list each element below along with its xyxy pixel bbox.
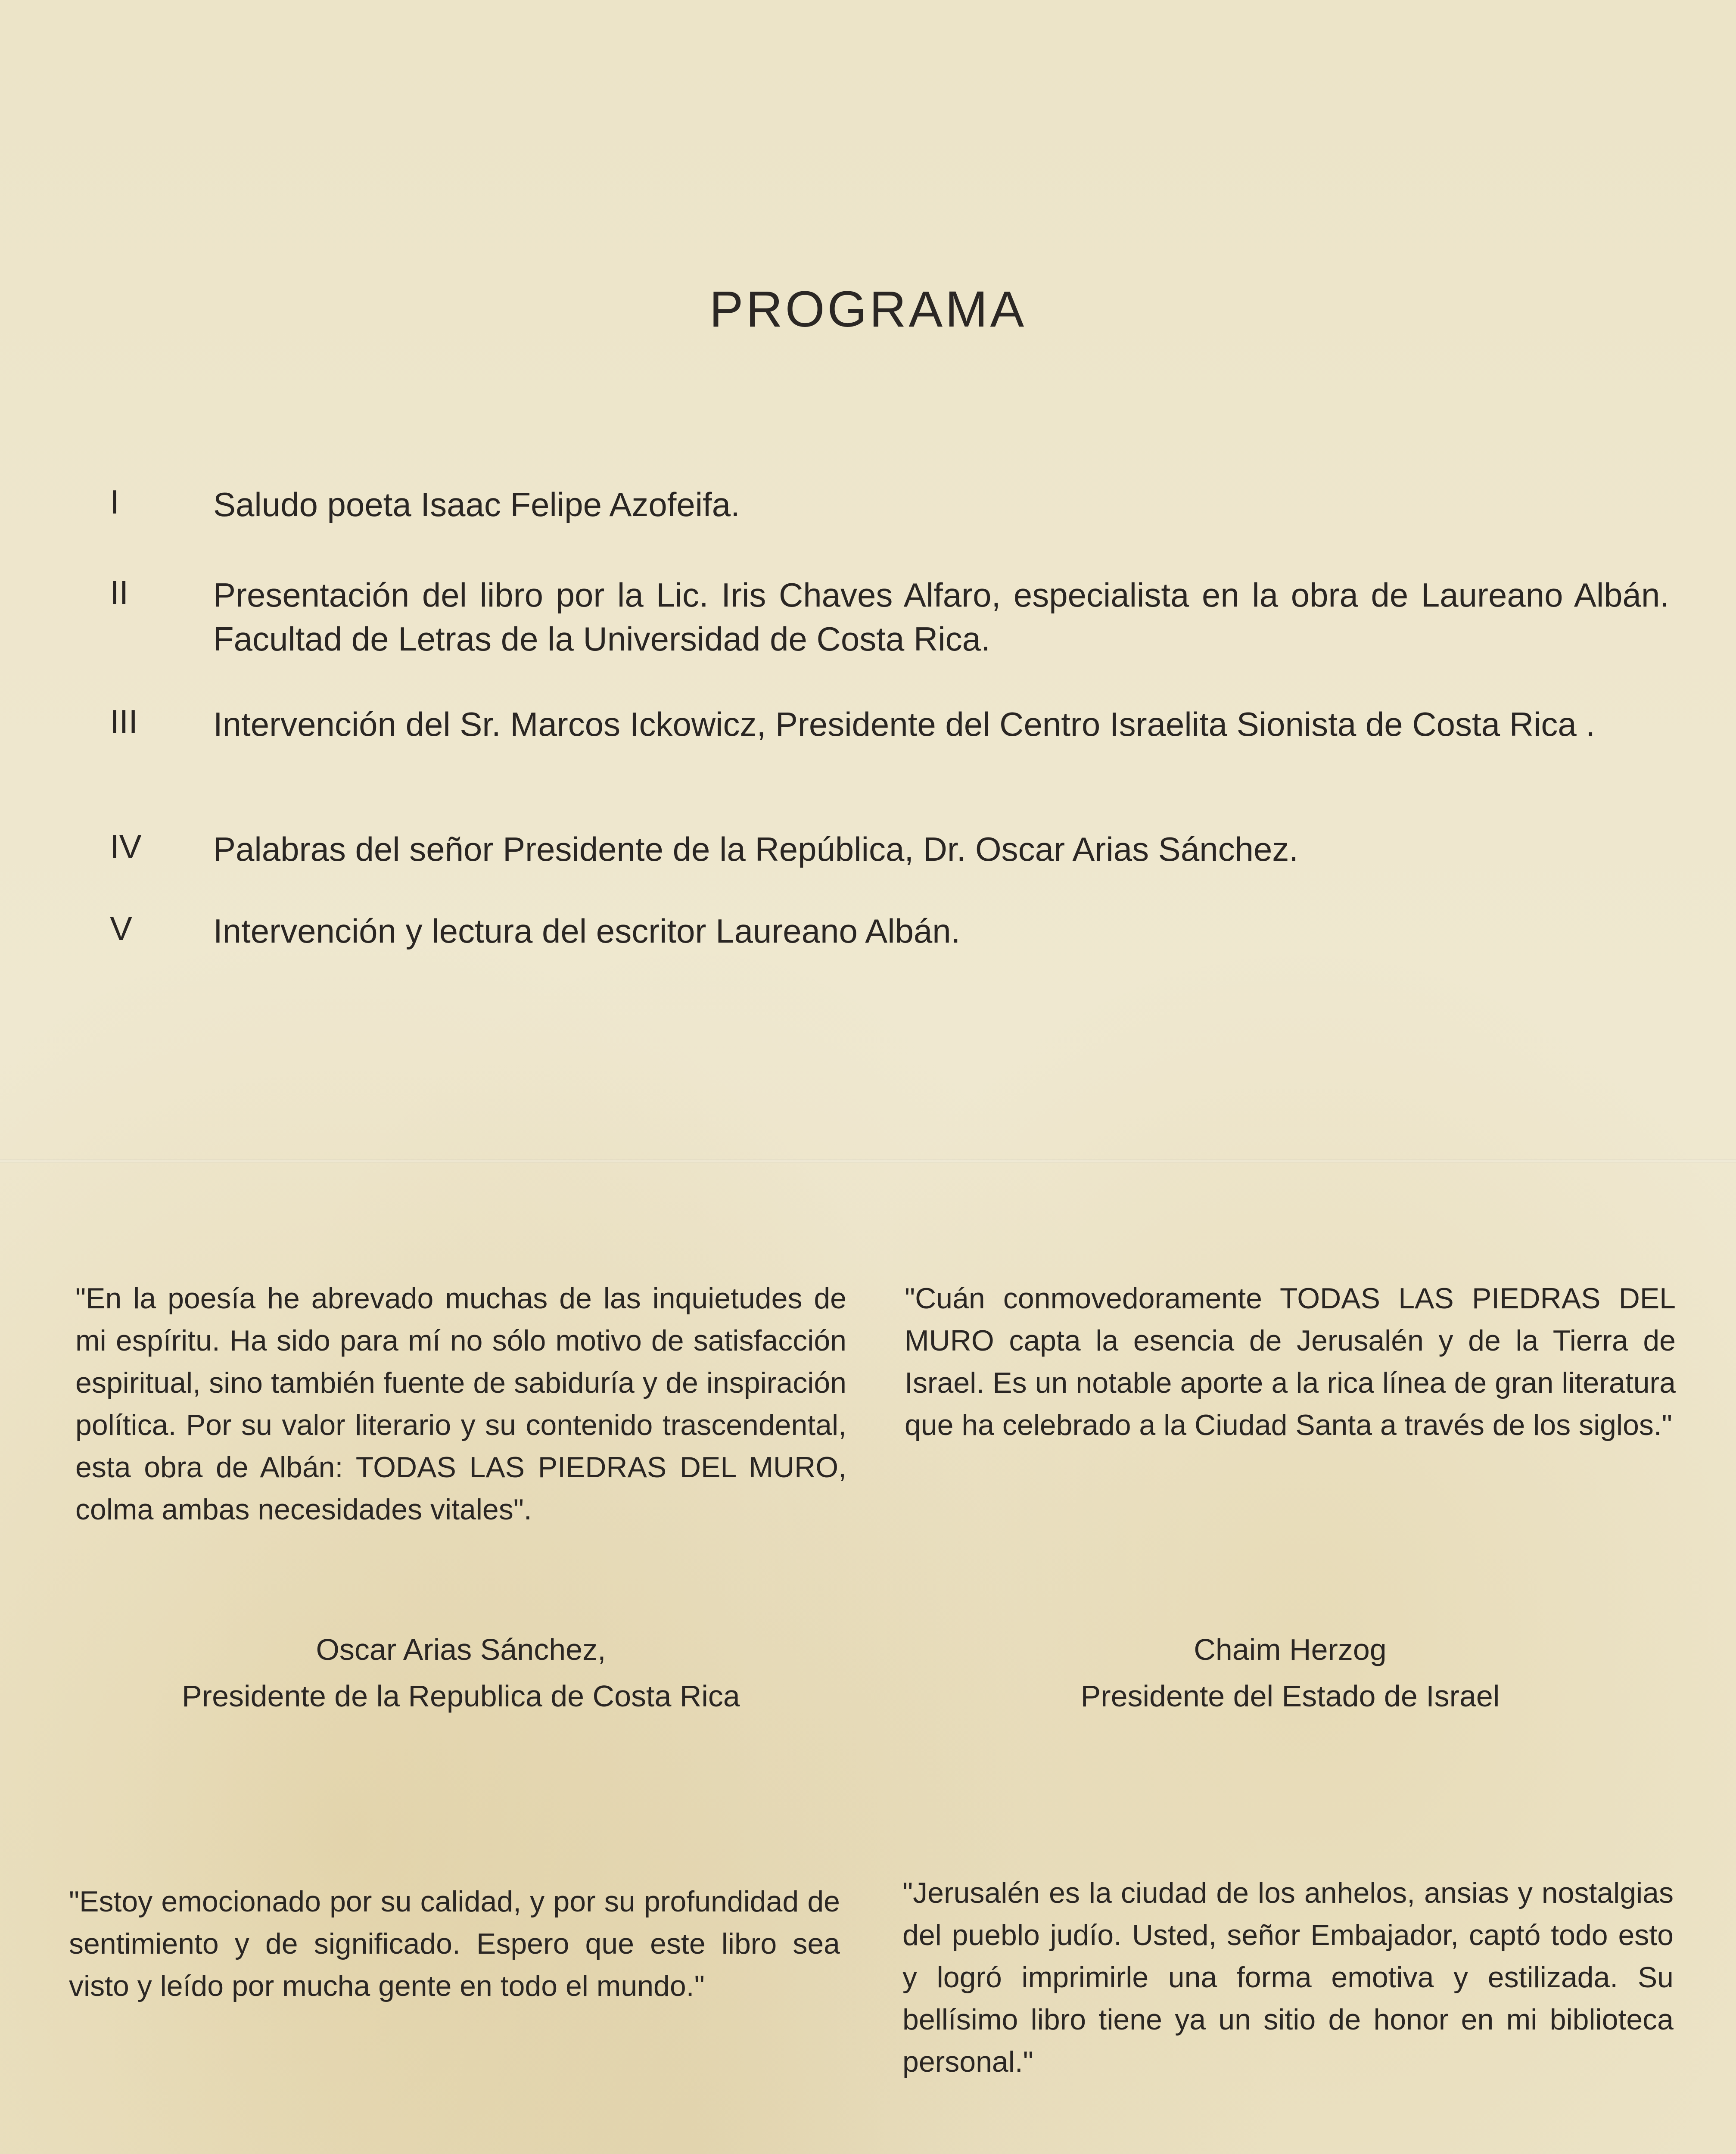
program-item-numeral: II bbox=[110, 573, 129, 611]
quote-shimon-peres bbox=[902, 1872, 1674, 2154]
quote-author-name: Chaim Herzog bbox=[1194, 1633, 1387, 1666]
quote-text: "Estoy emocionado por su calidad, y por su profundidad de sentimiento y de significado. Espero que este libro sea visto y leído por mucha gente en todo el mundo." bbox=[69, 1885, 840, 2002]
program-item-numeral: V bbox=[110, 909, 133, 947]
program-item-text: Intervención y lectura del escritor Laureano Albán. bbox=[213, 912, 961, 950]
page-title: PROGRAMA bbox=[709, 281, 1027, 338]
quote-author-title: Presidente del Estado de Israel bbox=[1080, 1679, 1500, 1713]
quote-text: "Jerusalén es la ciudad de los anhelos, ansias y nostalgias del pueblo judío. Usted, señor Embajador, captó todo esto y logró imprimirle una forma emotiva y estilizada. Su bellísimo libro tiene ya un sitio de honor en mi biblioteca personal." bbox=[902, 1877, 1674, 2078]
quote-attribution bbox=[905, 1626, 1676, 1719]
quote-oscar-arias bbox=[75, 1277, 846, 1713]
program-item-text: Saludo poeta Isaac Felipe Azofeifa. bbox=[213, 486, 740, 523]
program-item-text: Intervención del Sr. Marcos Ickowicz, Presidente del Centro Israelita Sionista de Costa Rica . bbox=[213, 705, 1596, 743]
program-item-numeral: I bbox=[110, 483, 119, 521]
program-item-text: Presentación del libro por la Lic. Iris Chaves Alfaro, especialista en la obra de Laureano Albán. Facultad de Letras de la Universidad de Costa Rica. bbox=[213, 576, 1669, 658]
quote-text: "En la poesía he abrevado muchas de las inquietudes de mi espíritu. Ha sido para mí no sólo motivo de satisfacción espiritual, sino también fuente de sabiduría y de inspiración política. Por su valor literario y su contenido trascendental, esta obra de Albán: TODAS LAS PIEDRAS DEL MURO, colma ambas necesidades vitales". bbox=[75, 1282, 846, 1526]
program-item-text: Palabras del señor Presidente de la República, Dr. Oscar Arias Sánchez. bbox=[213, 830, 1299, 868]
quote-author-name: Oscar Arias Sánchez, bbox=[316, 1633, 606, 1666]
quote-text: "Cuán conmovedoramente TODAS LAS PIEDRAS DEL MURO capta la esencia de Jerusalén y de la Tierra de Israel. Es un notable aporte a la rica línea de gran literatura que ha celebrado a la Ciudad Santa a través de los siglos." bbox=[905, 1282, 1676, 1441]
fold-line bbox=[0, 1159, 1736, 1163]
quote-chaim-herzog bbox=[905, 1277, 1676, 1713]
program-item-numeral: III bbox=[110, 703, 138, 741]
quote-yitzhak-shamir bbox=[69, 1880, 840, 2154]
quote-attribution bbox=[75, 1626, 846, 1719]
quote-author-title: Presidente de la Republica de Costa Rica bbox=[182, 1679, 740, 1713]
program-item-numeral: IV bbox=[110, 828, 142, 865]
